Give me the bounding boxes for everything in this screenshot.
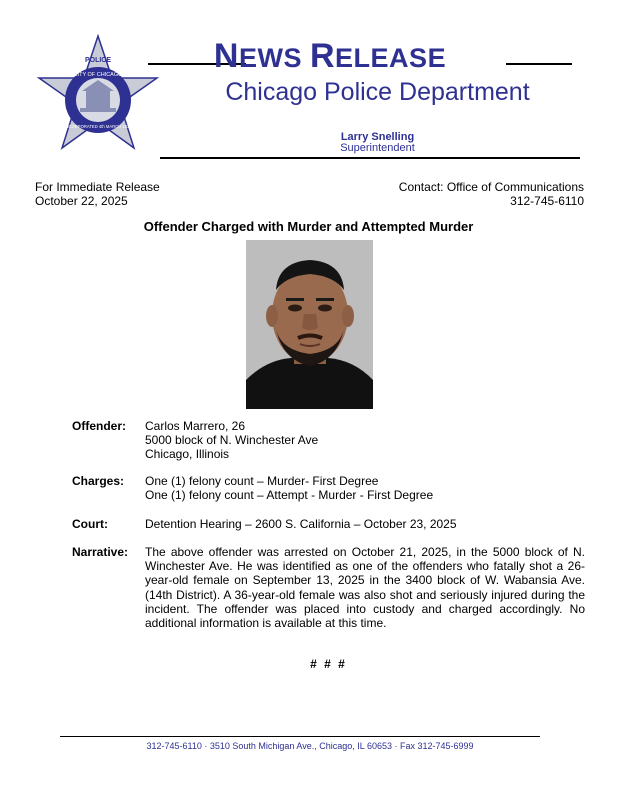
court-label: Court: (72, 517, 108, 531)
badge-ring-bottom-text: INCORPORATED 4th MARCH 1837 (64, 124, 132, 129)
narrative-text: The above offender was arrested on October 21, 2025, in the 5000 block of N. Winchester Ave. He was identified as one of the offenders who fatally shot a 26-year-old female on September 13, 2025 in the 3400 block of W. Wabansia Ave. (14th District). A 36-year-old female was also shot and seriously injured during the incident. The offender was placed into custody and charged accordingly. No additional information is available at this time. (145, 545, 585, 631)
end-mark: # # # (310, 657, 347, 671)
release-phone: 312-745-6110 (510, 194, 584, 208)
title-rule-right (506, 63, 572, 65)
mugshot-photo (246, 240, 373, 409)
badge-top-text: POLICE (84, 57, 112, 64)
superintendent-title: Superintendent (340, 142, 415, 154)
superintendent-name: Larry Snelling (340, 131, 415, 143)
department-name: Chicago Police Department (225, 78, 530, 106)
charge-line: One (1) felony count – Attempt - Murder - First Degree (145, 488, 434, 502)
news-release-title (160, 36, 500, 80)
footer-rule (60, 736, 540, 737)
court-text: Detention Hearing – 2600 S. California – October 23, 2025 (145, 517, 457, 531)
headline: Offender Charged with Murder and Attempted Murder (143, 219, 474, 234)
charge-line: One (1) felony count – Murder- First Degree (145, 474, 379, 488)
title-rest-release: ELEASE (335, 43, 447, 73)
charges-label: Charges: (72, 474, 125, 488)
offender-line: Chicago, Illinois (145, 447, 230, 461)
police-star-badge-icon (36, 34, 160, 152)
title-initial-r: R (309, 37, 336, 75)
release-date: October 22, 2025 (35, 194, 128, 208)
title-initial-n: N (213, 37, 239, 75)
narrative-label: Narrative: (72, 545, 129, 559)
offender-line: Carlos Marrero, 26 (145, 419, 246, 433)
release-contact: Contact: Office of Communications (398, 180, 584, 194)
offender-label: Offender: (72, 419, 126, 433)
release-type: For Immediate Release (35, 180, 160, 194)
footer-contact: 312-745-6110 · 3510 South Michigan Ave., Chicago, IL 60653 · Fax 312-745-6999 (146, 741, 474, 751)
offender-line: 5000 block of N. Winchester Ave (145, 433, 319, 447)
badge-ring-top-text: CITY OF CHICAGO (73, 72, 123, 78)
title-rest-news: EWS (238, 43, 310, 73)
header-rule (160, 157, 580, 159)
